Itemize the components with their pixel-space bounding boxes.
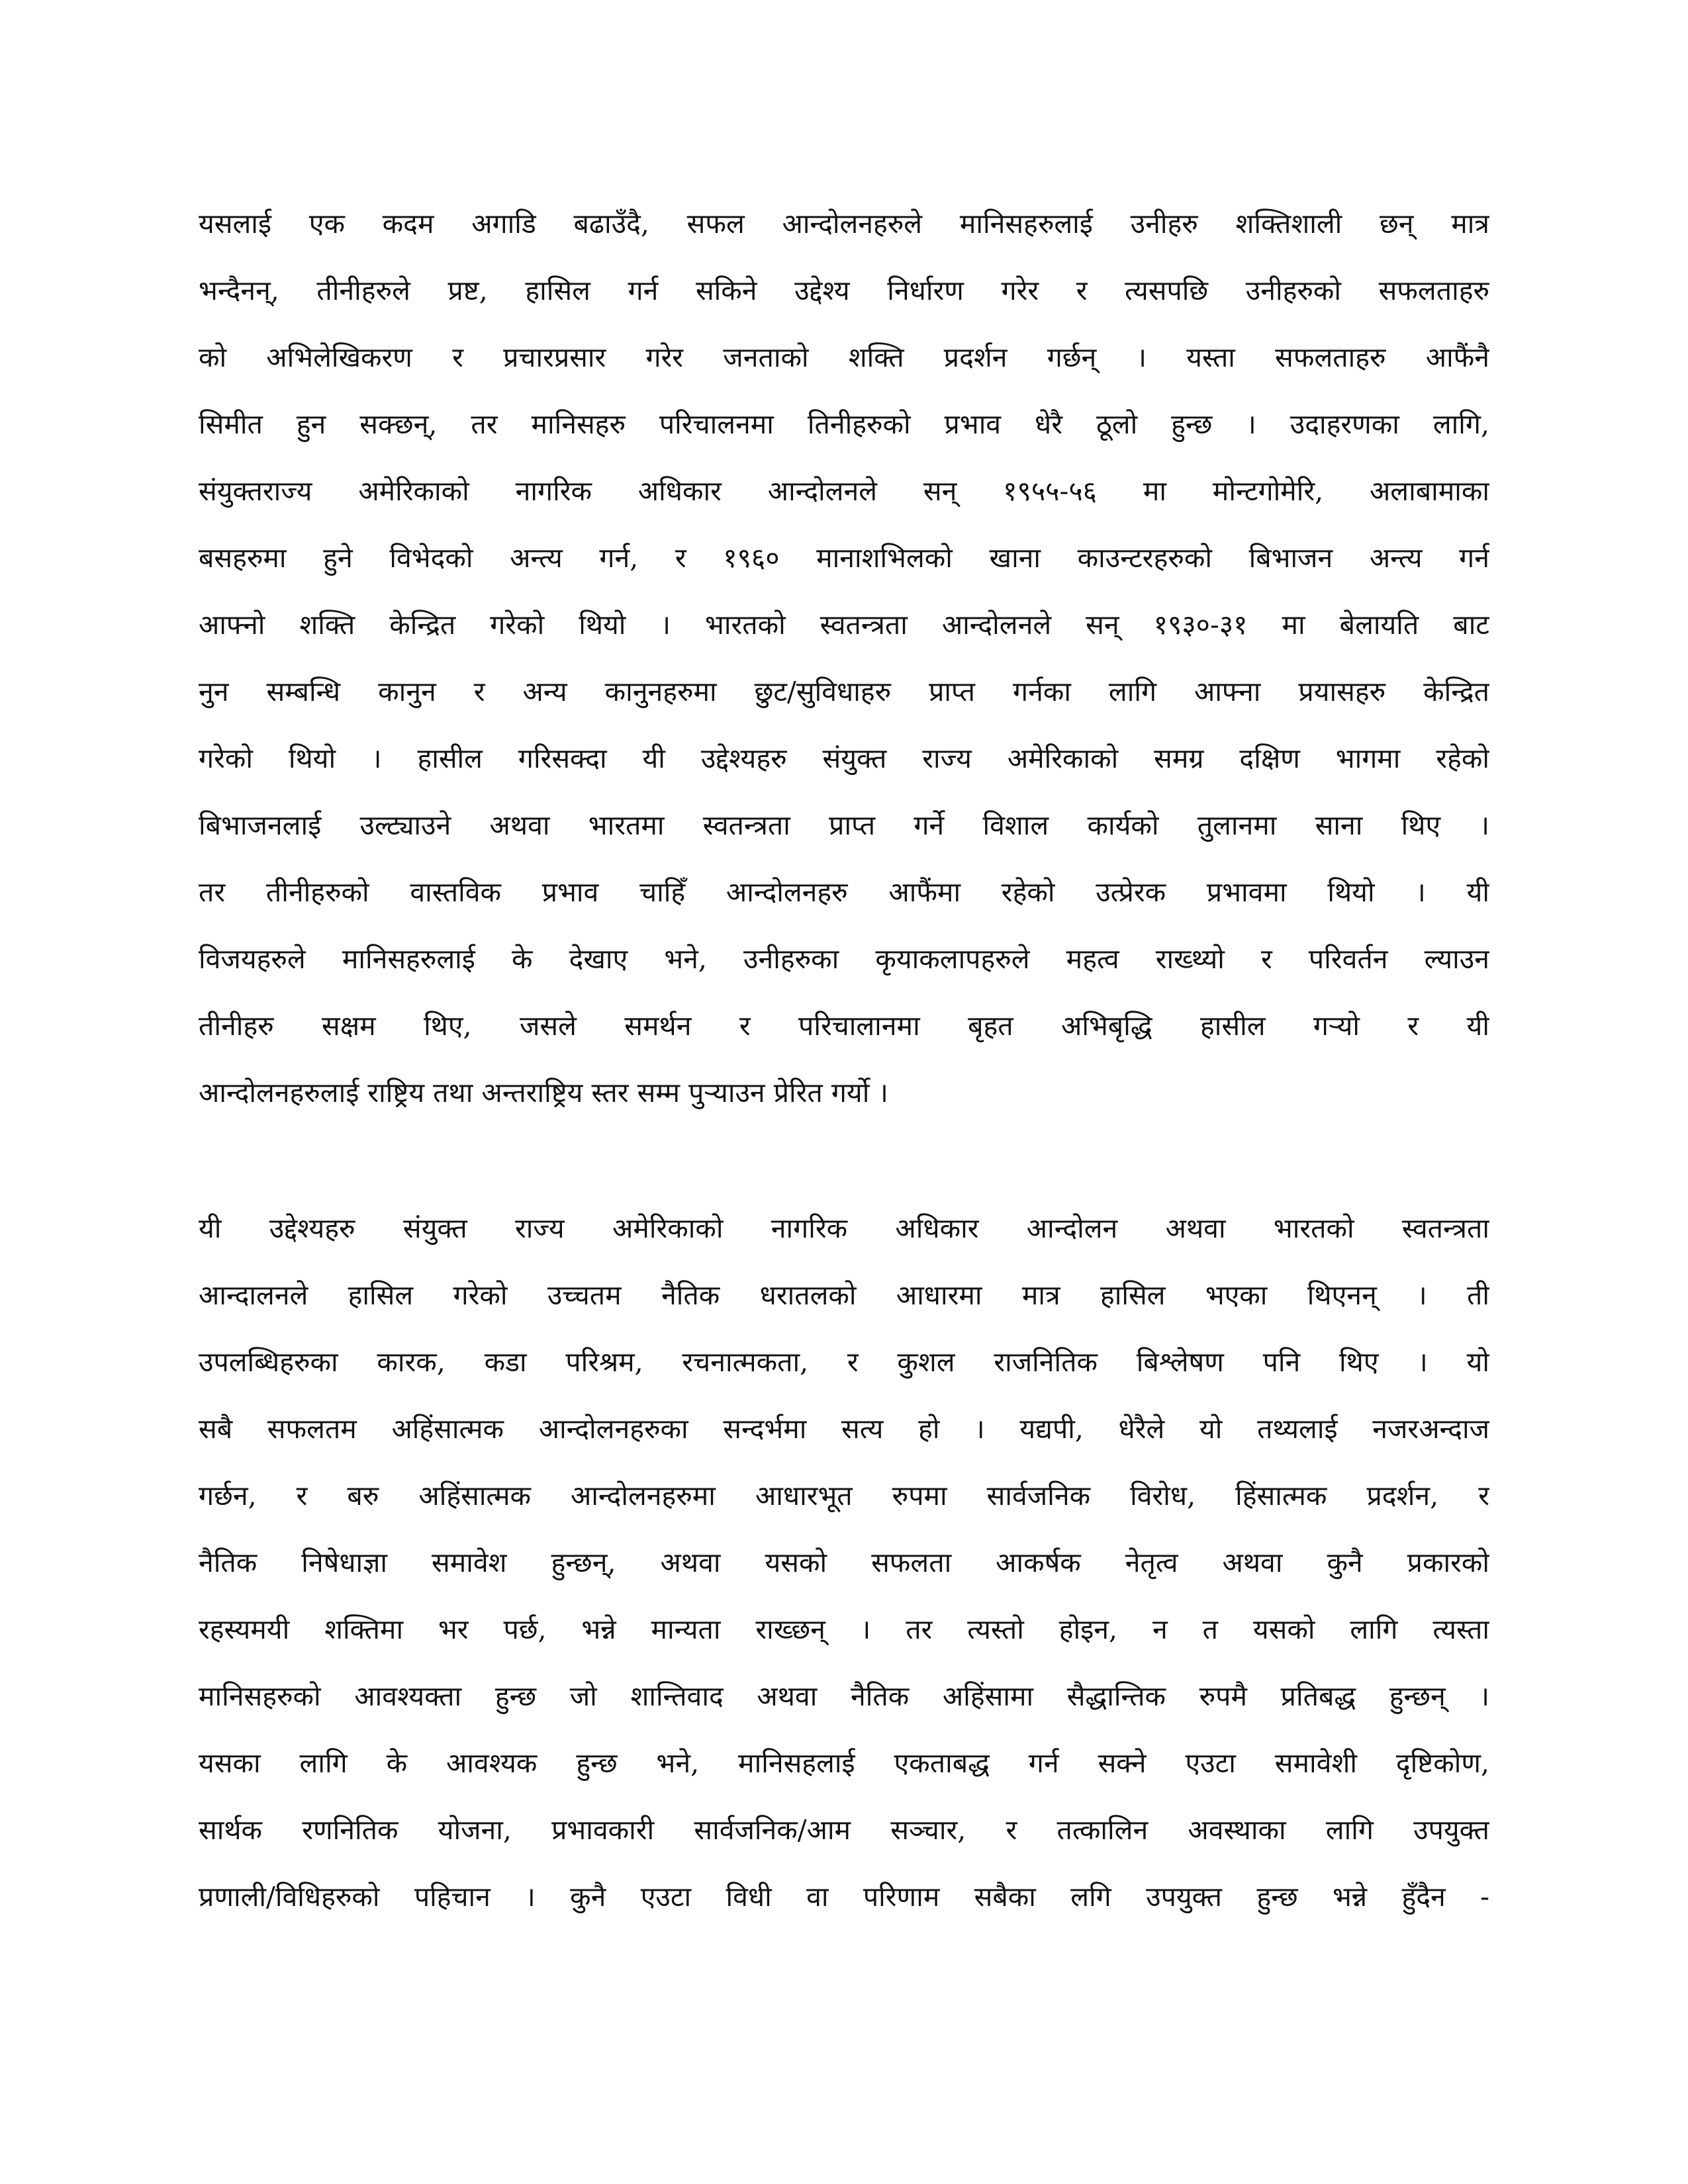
text-line: आन्दोलनहरुलाई राष्ट्रिय तथा अन्तराष्ट्रिय स्तर सम्म पुऱ्याउन प्रेरित गर्यो । [199, 1077, 888, 1109]
text-line: तीनीहरु सक्षम थिए, जसले समर्थन र परिचालानमा बृहत अभिबृद्धि हासील गऱ्यो र यी [199, 1010, 1489, 1042]
text-line: यसलाई एक कदम अगाडि बढाउँदै, सफल आन्दोलनहरुले मानिसहरुलाई उनीहरु शक्तिशाली छन् मात्र [199, 208, 1489, 240]
text-line: भन्दैनन्, तीनीहरुले प्रष्ट, हासिल गर्न सकिने उद्देश्य निर्धारण गरेर र त्यसपछि उनीहरुको सफलताहरु [199, 275, 1489, 306]
text-line: को अभिलेखिकरण र प्रचारप्रसार गरेर जनताको शक्ति प्रदर्शन गर्छन् । यस्ता सफलताहरु आफैंनै [199, 341, 1489, 373]
paragraph-2 [199, 1195, 1489, 1931]
text-line: नैतिक निषेधाज्ञा समावेश हुन्छन्, अथवा यसको सफलता आकर्षक नेतृत्व अथवा कुनै प्रकारको [199, 1547, 1489, 1578]
text-line: उपलब्धिहरुका कारक, कडा परिश्रम, रचनात्मकता, र कुशल राजनितिक बिश्लेषण पनि थिए । यो [199, 1346, 1489, 1378]
text-line: प्रणाली/विधिहरुको पहिचान । कुनै एउटा विधी वा परिणाम सबैका लगि उपयुक्त हुन्छ भन्ने हुँदैन - [199, 1881, 1489, 1913]
text-line: आफ्नो शक्ति केन्द्रित गरेको थियो । भारतको स्वतन्त्रता आन्दोलनले सन् १९३०-३१ मा बेलायति बाट [199, 609, 1489, 641]
text-line: रहस्यमयी शक्तिमा भर पर्छ, भन्ने मान्यता राख्छन् । तर त्यस्तो होइन, न त यसको लागि त्यस्ता [199, 1614, 1489, 1645]
text-line: संयुक्तराज्य अमेरिकाको नागरिक अधिकार आन्दोलनले सन् १९५५-५६ मा मोन्टगोमेरि, अलाबामाका [199, 475, 1489, 507]
text-line: गर्छन, र बरु अहिंसात्मक आन्दोलनहरुमा आधारभूत रुपमा सार्वजनिक विरोध, हिंसात्मक प्रदर्शन, र [199, 1480, 1489, 1512]
text-line: विजयहरुले मानिसहरुलाई के देखाए भने, उनीहरुका कृयाकलापहरुले महत्व राख्थ्यो र परिवर्तन ल्याउन [199, 943, 1489, 975]
text-line: सार्थक रणनितिक योजना, प्रभावकारी सार्वजनिक/आम सञ्चार, र तत्कालिन अवस्थाका लागि उपयुक्त [199, 1814, 1489, 1846]
text-line: गरेको थियो । हासील गरिसक्दा यी उद्देश्यहरु संयुक्त राज्य अमेरिकाको समग्र दक्षिण भागमा रहेको [199, 743, 1489, 774]
text-line: यसका लागि के आवश्यक हुन्छ भने, मानिसहलाई एकताबद्ध गर्न सक्ने एउटा समावेशी दृष्टिकोण, [199, 1747, 1489, 1779]
text-line: बसहरुमा हुने विभेदको अन्त्य गर्न, र १९६० मानाशभिलको खाना काउन्टरहरुको बिभाजन अन्त्य गर्न [199, 542, 1489, 574]
text-line: मानिसहरुको आवश्यक्ता हुन्छ जो शान्तिवाद अथवा नैतिक अहिंसामा सैद्धान्तिक रुपमै प्रतिबद्ध हुन्छन् । [199, 1680, 1489, 1712]
text-line: सिमीत हुन सक्छन्, तर मानिसहरु परिचालनमा तिनीहरुको प्रभाव धेरै ठूलो हुन्छ । उदाहरणका लागि, [199, 408, 1489, 440]
text-line: सबै सफलतम अहिंसात्मक आन्दोलनहरुका सन्दर्भमा सत्य हो । यद्यपी, धेरैले यो तथ्यलाई नजरअन्दाज [199, 1413, 1489, 1445]
text-line: बिभाजनलाई उल्ट्याउने अथवा भारतमा स्वतन्त्रता प्राप्त गर्ने विशाल कार्यको तुलानमा साना थिए । [199, 809, 1489, 841]
text-line: नुन सम्बन्धि कानुन र अन्य कानुनहरुमा छुट/सुविधाहरु प्राप्त गर्नका लागि आफ्ना प्रयासहरु केन्द्रित [199, 676, 1489, 707]
text-line: आन्दालनले हासिल गरेको उच्चतम नैतिक धरातलको आधारमा मात्र हासिल भएका थिएनन् । ती [199, 1279, 1489, 1311]
text-line: तर तीनीहरुको वास्तविक प्रभाव चाहिँ आन्दोलनहरु आफैंमा रहेको उत्प्रेरक प्रभावमा थियो । यी [199, 876, 1489, 908]
paragraph-1 [199, 191, 1489, 1126]
text-line: यी उद्देश्यहरु संयुक्त राज्य अमेरिकाको नागरिक अधिकार आन्दोलन अथवा भारतको स्वतन्त्रता [199, 1212, 1489, 1244]
